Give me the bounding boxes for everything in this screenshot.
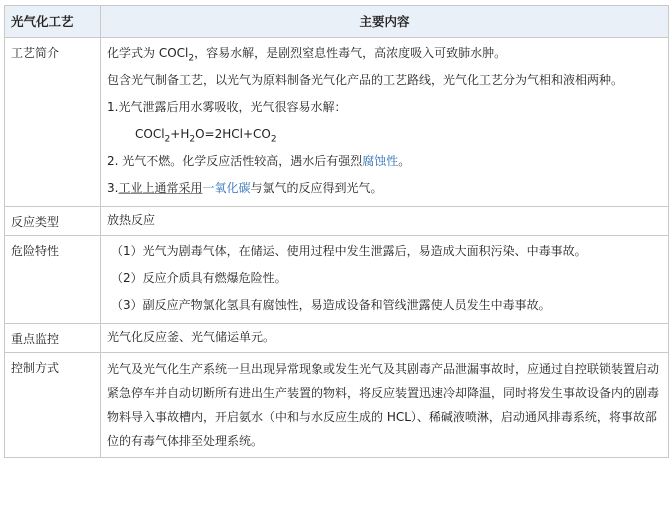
header-process: 光气化工艺: [5, 6, 101, 38]
row-control: [5, 353, 669, 458]
hazard-item: （2）反应介质具有燃爆危险性。: [111, 271, 287, 285]
row-hazard: [5, 236, 669, 324]
label-monitor: 重点监控: [5, 324, 101, 353]
row-intro: [5, 38, 669, 207]
value-reaction-type: 放热反应: [101, 207, 669, 236]
value-monitor: 光气化反应釜、光气储运单元。: [101, 324, 669, 353]
corrosive-link[interactable]: 腐蚀性: [362, 154, 399, 168]
intro-production-line: 3.工业上通常采用一氧化碳与氯气的反应得到光气。: [107, 181, 383, 195]
hazard-item: （3）副反应产物氯化氢具有腐蚀性，易造成设备和管线泄露使人员发生中毒事故。: [111, 298, 551, 312]
intro-formula-line: 化学式为 COCl$_2$，容易水解，是剧烈窒息性毒气，高浓度吸入可致肺水肿。: [107, 46, 507, 64]
header-content: 主要内容: [101, 6, 669, 38]
hazard-item: （1）光气为剧毒气体，在储运、使用过程中发生泄露后，易造成大面积污染、中毒事故。: [111, 244, 587, 258]
label-control: 控制方式: [5, 353, 101, 458]
carbon-monoxide-link[interactable]: 一氧化碳: [202, 181, 251, 195]
label-hazard: 危险特性: [5, 236, 101, 324]
hydrolysis-equation: $COCl_2+H_2O=2HCl+CO_2$: [135, 127, 277, 145]
value-control: 光气及光气化生产系统一旦出现异常现象或发生光气及其剧毒产品泄漏事故时，应通过自控联锁装置启动紧急停车并自动切断所有进出生产装置的物料，将反应装置迅速冷却降温，同时将发生事故设备内的剧毒物料导入事故槽内，开启氨水（中和与水反应生成的 HCL）、稀碱液喷淋，启动通风排毒系统，将事故部位的有毒气体排至处理系统。: [101, 353, 669, 458]
intro-flammability-line: 2. 光气不燃。化学反应活性较高，遇水后有强烈腐蚀性。: [107, 154, 411, 168]
process-table-wrapper: [4, 5, 668, 458]
intro-leak-line: 1.光气泄露后用水雾吸收，光气很容易水解：: [107, 100, 347, 114]
table-header-row: [5, 6, 669, 38]
phosgenation-process-table: [4, 5, 669, 458]
label-reaction-type: 反应类型: [5, 207, 101, 236]
label-intro: 工艺简介: [5, 38, 101, 207]
content-intro: [101, 38, 669, 207]
content-hazard: [101, 236, 669, 324]
row-reaction-type: [5, 207, 669, 236]
row-monitor: [5, 324, 669, 353]
intro-process-line: 包含光气制备工艺，以光气为原料制备光气化产品的工艺路线，光气化工艺分为气相和液相两种。: [107, 73, 624, 87]
